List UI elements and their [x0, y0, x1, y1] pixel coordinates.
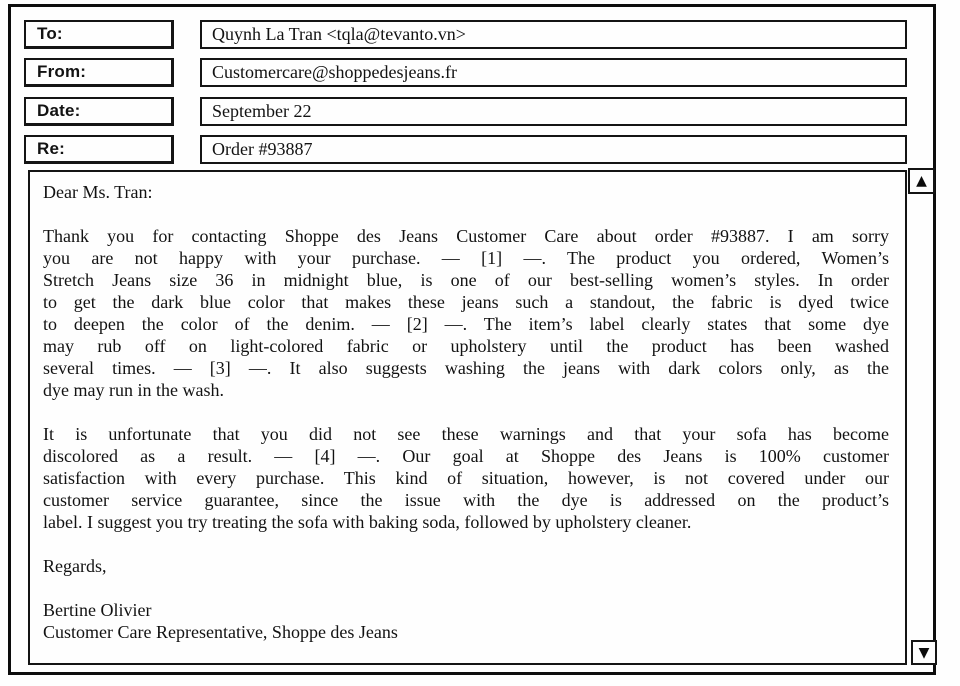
- paragraph-line: you are not happy with your purchase. — [1] —. The product you ordered, Women’s: [43, 248, 889, 268]
- paragraph-line: Stretch Jeans size 36 in midnight blue, is one of our best-selling women’s styles. In order: [43, 270, 889, 290]
- date-field-value[interactable]: [200, 97, 907, 126]
- paragraph-line: to deepen the color of the denim. — [2] —. The item’s label clearly states that some dye: [43, 314, 889, 334]
- to-field-label: [24, 20, 174, 49]
- from-field-value[interactable]: [200, 58, 907, 87]
- paragraph-line: may rub off on light-colored fabric or upholstery until the product has been washed: [43, 336, 889, 356]
- re-value-text: Order #93887: [212, 139, 313, 159]
- salutation: Dear Ms. Tran:: [43, 182, 153, 202]
- scroll-down-button[interactable]: [911, 640, 937, 665]
- signature-line: Customer Care Representative, Shoppe des Jeans: [43, 622, 398, 642]
- paragraph-line: customer service guarantee, since the issue with the dye is addressed on the product’s: [43, 490, 889, 510]
- from-value-text: Customercare@shoppedesjeans.fr: [212, 62, 457, 82]
- re-field-value[interactable]: [200, 135, 907, 164]
- blank-line: [43, 533, 889, 555]
- paragraph-line: to get the dark blue color that makes these jeans such a standout, the fabric is dyed twice: [43, 292, 889, 312]
- from-label-text: From:: [37, 62, 87, 81]
- to-value-text: Quynh La Tran <tqla@tevanto.vn>: [212, 24, 466, 44]
- signature-line: Bertine Olivier: [43, 600, 152, 620]
- email-window-frame: [8, 4, 936, 675]
- from-field-label: [24, 58, 174, 87]
- blank-line: [43, 401, 889, 423]
- paragraph-line: dye may run in the wash.: [43, 380, 224, 400]
- email-body-content: [43, 181, 889, 643]
- date-value-text: September 22: [212, 101, 312, 121]
- scroll-down-icon: ▼: [918, 644, 930, 661]
- blank-line: [43, 203, 889, 225]
- to-field-value[interactable]: [200, 20, 907, 49]
- date-label-text: Date:: [37, 101, 81, 120]
- re-field-label: [24, 135, 174, 164]
- email-body[interactable]: [28, 170, 907, 665]
- date-field-label: [24, 97, 174, 126]
- blank-line: [43, 577, 889, 599]
- paragraph-line: discolored as a result. — [4] —. Our goal at Shoppe des Jeans is 100% customer: [43, 446, 889, 466]
- paragraph-line: It is unfortunate that you did not see these warnings and that your sofa has become: [43, 424, 889, 444]
- re-label-text: Re:: [37, 139, 65, 158]
- paragraph-line: label. I suggest you try treating the sofa with baking soda, followed by upholstery cleaner.: [43, 512, 692, 532]
- paragraph-line: several times. — [3] —. It also suggests washing the jeans with dark colors only, as the: [43, 358, 889, 378]
- closing: Regards,: [43, 556, 107, 576]
- scroll-up-button[interactable]: [908, 168, 935, 194]
- to-label-text: To:: [37, 24, 63, 43]
- paragraph-line: Thank you for contacting Shoppe des Jeans Customer Care about order #93887. I am sorry: [43, 226, 889, 246]
- scroll-up-icon: ▲: [916, 173, 927, 189]
- paragraph-line: satisfaction with every purchase. This kind of situation, however, is not covered under our: [43, 468, 889, 488]
